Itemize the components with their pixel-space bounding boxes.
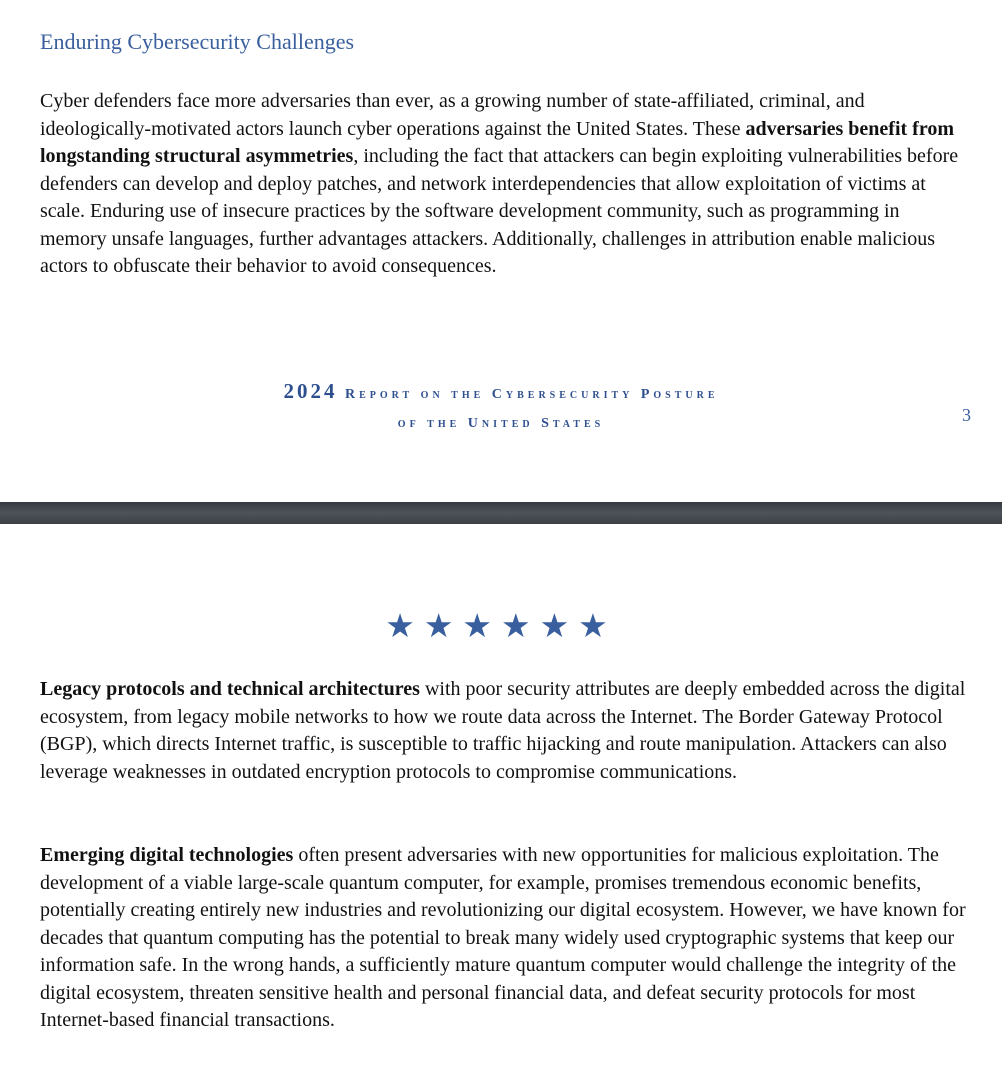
- footer-line-2: of the United States: [397, 416, 605, 431]
- section-heading: Enduring Cybersecurity Challenges: [40, 29, 355, 54]
- page-separator: [0, 502, 1002, 524]
- paragraph-text: Cyber defenders face more adversaries than ever, as a growing number of state-affiliated, criminal, and ideologically-motivated actors launch cyber operations against the United States. These: [40, 90, 865, 140]
- bold-phrase: adversaries benefit from longstanding structural asymmetries: [40, 117, 954, 167]
- star-divider-icon: ★★★★★★: [385, 606, 617, 645]
- bold-phrase: Emerging digital technologies: [40, 844, 294, 866]
- paragraph-enduring-challenges: [40, 88, 970, 281]
- paragraph-text: with poor security attributes are deeply embedded across the digital ecosystem, from legacy mobile networks to how we route data across the Internet. The Border Gateway Protocol (BGP), which directs Internet traffic, is susceptible to traffic hijacking and route manipulation. Attackers can also leverage weaknesses in outdated encryption protocols to compromise communications.: [40, 678, 966, 783]
- paragraph-emerging-technologies: [40, 842, 970, 1035]
- running-footer-title: [0, 377, 1002, 438]
- page-number: 3: [962, 405, 971, 425]
- footer-line-1: [0, 377, 1002, 409]
- paragraph-legacy-protocols: [40, 676, 970, 786]
- footer-year: 2024: [283, 379, 338, 403]
- bold-phrase: Legacy protocols and technical architectures: [40, 678, 420, 700]
- paragraph-text: often present adversaries with new opportunities for malicious exploitation. The development of a viable large-scale quantum computer, for example, promises tremendous economic benefits, potentially creating entirely new industries and revolutionizing our digital ecosystem. However, we have known for decades that quantum computing has the potential to break many widely used cryptographic systems that keep our information safe. In the wrong hands, a sufficiently mature quantum computer would challenge the integrity of the digital ecosystem, threaten sensitive health and personal financial data, and defeat security protocols for most Internet-based financial transactions.: [40, 844, 966, 1031]
- footer-title-text: Report on the Cybersecurity Posture: [337, 387, 719, 402]
- paragraph-text: , including the fact that attackers can begin exploiting vulnerabilities before defenders can develop and deploy patches, and network interdependencies that allow exploitation of victims at scale. Enduring use of insecure practices by the software development community, such as programming in memory unsafe languages, further advantages attackers. Additionally, challenges in attribution enable malicious actors to obfuscate their behavior to avoid consequences.: [40, 145, 959, 277]
